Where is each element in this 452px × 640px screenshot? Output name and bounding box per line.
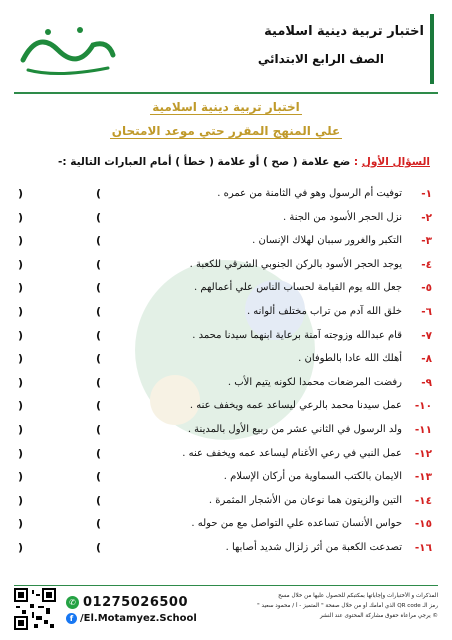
statement-text: خلق الله آدم من تراب مختلف ألوانه . [246,306,402,317]
statement-row [0,327,452,349]
statement-row [0,256,452,278]
answer-bracket-open[interactable]: ( [96,541,102,554]
statement-row [0,350,452,372]
grade-title: الصف الرابع الابتدائي [257,52,384,66]
statement-row [0,279,452,301]
footer-note-1: المذكرات و الأختبارات وإجاباتها بمكتبكم للحصول عليها من خلال مسح [278,593,438,599]
answer-bracket-close[interactable]: ) [18,493,24,507]
statement-number: ١٠- [414,400,432,413]
statement-number: ١- [421,188,432,200]
answer-bracket-close[interactable]: ) [18,187,24,200]
answer-bracket-open[interactable]: ( [96,234,102,248]
banner-subtitle-text: علي المنهج المقرر حتي موعد الامتحان [111,124,341,138]
statement-text: جعل الله يوم القيامة لحساب الناس علي أعمالهم . [194,282,402,294]
statement-row [0,515,452,537]
header-divider [14,92,438,94]
answer-bracket-close[interactable]: ) [18,281,24,295]
statement-text: نزل الحجر الأسود من الجنة . [283,211,402,223]
statement-text: يوجد الحجر الأسود بالركن الجنوبي الشرقي للكعبة . [189,258,402,270]
statement-text: عمل النبي في رعي الأغنام ليساعد عمه ويخفف عنه . [182,447,402,459]
statement-row [0,539,452,561]
statement-text: الايمان بالكتب السماوية من أركان الإسلام . [223,471,402,483]
banner-title-text: اختبار تربية دينية اسلامية [152,100,300,114]
statement-number: ٢- [421,211,432,224]
whatsapp-icon: ✆ [66,596,79,609]
answer-bracket-open[interactable]: ( [96,517,102,531]
statement-text: تصدعت الكعبة من أثر زلزال شديد أصابها . [225,542,402,553]
answer-bracket-close[interactable]: ) [18,328,24,342]
statement-row [0,185,452,207]
statement-text: ولد الرسول في الثاني عشر من ربيع الأول بالمدينة . [187,424,402,435]
answer-bracket-open[interactable]: ( [96,328,102,342]
facebook-icon: f [66,613,77,624]
answer-bracket-open[interactable]: ( [96,399,102,413]
phone-number: 01275026500 [83,595,188,610]
statement-text: عمل سيدنا محمد بالرعي ليساعد عمه ويخفف عنه . [189,400,402,412]
answer-bracket-open[interactable]: ( [96,281,102,295]
answer-bracket-open[interactable]: ( [96,423,102,436]
qr-code-icon [14,588,56,630]
answer-bracket-close[interactable]: ) [18,234,24,248]
statement-row [0,303,452,325]
statement-row [0,468,452,490]
answer-bracket-close[interactable]: ) [18,352,24,366]
answer-bracket-close[interactable]: ) [18,541,24,554]
footer-note-2: رمز الـ QR code الذي أمامك أو من خلال صفحة " المتميز - أ / محمود سعيد " [257,603,438,609]
statement-row [0,209,452,231]
statement-row [0,374,452,396]
facebook-contact[interactable] [66,613,197,624]
statement-row [0,445,452,467]
statement-row [0,397,452,419]
answer-bracket-open[interactable]: ( [96,257,102,271]
answer-bracket-open[interactable]: ( [96,470,102,484]
statement-text: التكبر والغرور سببان لهلاك الإنسان . [252,235,402,247]
statement-number: ٩- [421,376,432,389]
statement-text: أهلك الله عادا بالطوفان . [298,353,402,365]
banner-title [0,100,452,114]
answer-bracket-close[interactable]: ) [18,210,24,224]
answer-bracket-close[interactable]: ) [18,517,24,531]
statement-text: توفيت أم الرسول وهو في الثامنة من عمره . [217,188,402,199]
phone-contact [66,595,188,610]
answer-bracket-close[interactable]: ) [18,470,24,484]
statement-number: ٣- [421,235,432,248]
statement-number: ٨- [421,353,432,366]
answer-bracket-close[interactable]: ) [18,375,24,389]
answer-bracket-open[interactable]: ( [96,352,102,366]
question-instruction: ضع علامة ( صح ) أو علامة ( خطأ ) أمام العبارات التالية :- [58,156,351,168]
footer-note-3: © يرجي مراعاة حقوق مشاركة المحتوى عند النشر [319,613,438,619]
statement-number: ١٢- [414,447,432,460]
answer-bracket-open[interactable]: ( [96,446,102,460]
footer-divider [14,585,438,586]
statement-number: ١٤- [414,494,432,507]
question-colon: : [350,156,362,168]
statement-number: ٧- [421,329,432,342]
statement-text: رفضت المرضعات محمدا لكونه يتيم الأب . [227,376,402,388]
facebook-handle[interactable]: /El.Motamyez.School [80,613,197,624]
question-label: السؤال الأول [361,156,430,168]
statement-number: ١١- [414,424,432,436]
statement-number: ٥- [421,282,432,295]
statement-text: التين والزيتون هما نوعان من الأشجار المثمرة . [208,494,402,506]
statement-row [0,492,452,514]
statement-number: ٦- [421,306,432,318]
answer-bracket-close[interactable]: ) [18,399,24,413]
exam-title: اختبار تربية دينية اسلامية [264,24,424,39]
answer-bracket-open[interactable]: ( [96,375,102,389]
answer-bracket-open[interactable]: ( [96,187,102,200]
statement-text: حواس الأنسان تساعده علي التواصل مع من حوله . [191,518,402,530]
statement-number: ١٣- [414,471,432,484]
banner-subtitle [0,124,452,138]
answer-bracket-open[interactable]: ( [96,493,102,507]
answer-bracket-open[interactable]: ( [96,210,102,224]
statement-number: ٤- [421,258,432,271]
answer-bracket-open[interactable]: ( [96,305,102,318]
header-accent-bar [430,14,434,84]
statement-number: ١٦- [414,542,432,554]
answer-bracket-close[interactable]: ) [18,305,24,318]
statement-text: قام عبدالله وزوجته آمنة برعاية ابنهما سيدنا محمد . [192,329,402,341]
statement-number: ١٥- [414,518,432,531]
statement-row [0,232,452,254]
answer-bracket-close[interactable]: ) [18,423,24,436]
brand-logo-icon [18,20,118,80]
answer-bracket-close[interactable]: ) [18,446,24,460]
answer-bracket-close[interactable]: ) [18,257,24,271]
question-heading [58,156,430,168]
statement-row [0,421,452,443]
